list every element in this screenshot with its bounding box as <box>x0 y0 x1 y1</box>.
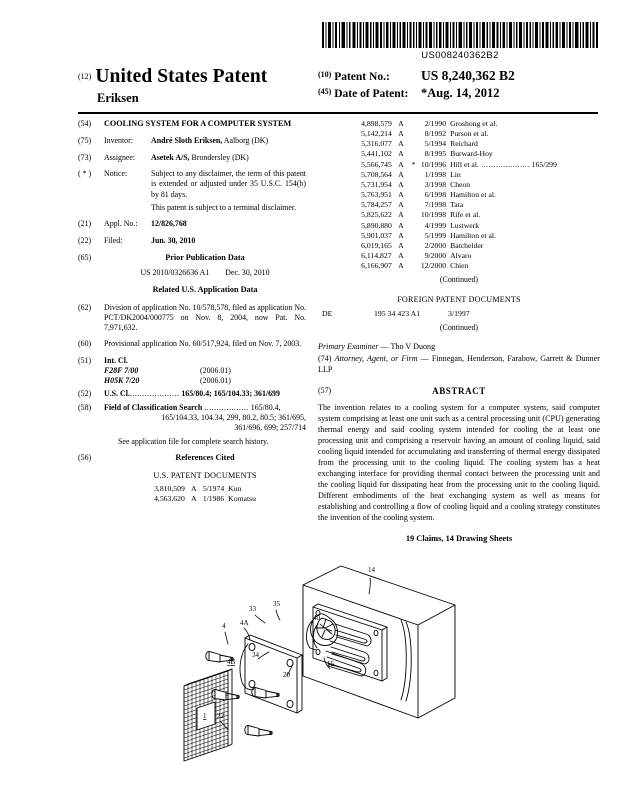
callout-22: 22 <box>217 712 224 720</box>
field-division-code: (62) <box>78 302 92 312</box>
field-notice-label: Notice: <box>104 169 128 179</box>
ref-date: 6/1998 <box>424 190 447 200</box>
field-title <box>78 119 306 130</box>
field-filed-code: (22) <box>78 235 92 245</box>
ref-kind: A <box>398 230 404 240</box>
ref-date: 2/2000 <box>424 240 447 250</box>
ref-star <box>408 231 419 241</box>
us-cl-dots: .................... <box>129 389 180 399</box>
field-assignee-label: Assignee: <box>104 152 136 162</box>
ref-number: 4,898,579 <box>361 119 392 128</box>
patent-header-left <box>78 66 318 106</box>
table-row <box>359 241 559 251</box>
ref-number: 5,763,951 <box>361 190 392 200</box>
int-cl-symbol: H05K 7/20 <box>104 376 140 386</box>
ref-number: 6,114,827 <box>361 251 392 261</box>
ref-number: 5,142,214 <box>361 129 392 139</box>
patent-number-label: $^{(10)}$ Patent No.: <box>318 70 390 83</box>
ref-name: Purson et al. <box>450 129 489 139</box>
table-row <box>359 139 559 149</box>
field-notice-text-2: This patent is subject to a terminal disclaimer. <box>151 202 297 212</box>
ref-name: Burward-Hoy <box>450 149 493 159</box>
exploded-assembly-drawing <box>170 558 460 798</box>
callout-1: 1 <box>203 712 207 720</box>
header-divider <box>78 112 598 114</box>
ref-date: 1/1998 <box>424 169 447 179</box>
field-division-text: Division of application No. 10/578,578, filed as application No. PCT/DK2004/000775 on Nov. 8, 2004, now Pat. No. 7,971,632. <box>104 302 306 332</box>
field-prior-pub <box>78 253 306 300</box>
table-row <box>359 190 559 200</box>
ref-name: Alvaro <box>450 251 472 261</box>
table-row <box>359 160 559 170</box>
field-filed-value: Jun. 30, 2010 <box>151 235 196 245</box>
primary-examiner-label: Primary Examiner <box>318 341 379 351</box>
abstract-title: ABSTRACT <box>432 385 486 396</box>
primary-examiner-name: — Tho V Duong <box>378 341 436 351</box>
ref-star: * <box>411 159 416 169</box>
table-row <box>152 484 258 494</box>
page-title: United States Patent <box>95 66 268 87</box>
field-classification-code: (58) <box>78 402 92 412</box>
ref-number: 5,316,077 <box>361 139 392 149</box>
patent-date-row <box>318 86 598 101</box>
classification-value-1: 165/80.4, <box>250 402 281 412</box>
prior-pub-heading: Prior Publication Data <box>165 252 245 262</box>
primary-examiner <box>318 342 600 353</box>
ref-kind: A <box>398 119 404 128</box>
field-appl-code: (21) <box>78 219 92 229</box>
ref-date: 5/1994 <box>424 139 447 149</box>
ref-kind: A <box>398 220 404 230</box>
prior-pub-date: Dec. 30, 2010 <box>225 268 270 278</box>
int-cl-row <box>104 376 306 386</box>
table-row <box>359 180 559 190</box>
callout-4: 4 <box>222 622 226 630</box>
ref-date: 10/1996 <box>420 159 447 169</box>
field-notice-code: ( * ) <box>78 169 92 179</box>
int-cl-symbol: F28F 7/00 <box>104 366 139 376</box>
ref-number: 6,019,165 <box>361 240 392 250</box>
ref-name: Hamilton et al. <box>450 190 496 200</box>
callout-20: 20 <box>283 671 290 679</box>
attorney-code: (74) <box>318 353 332 363</box>
callout-40: 40 <box>313 614 320 622</box>
patent-number-value: US 8,240,362 B2 <box>421 68 515 83</box>
ref-star <box>408 221 419 231</box>
prior-pub-number: US 2010/0326636 A1 <box>140 268 210 278</box>
claims-drawings-line: 19 Claims, 14 Drawing Sheets <box>405 534 513 544</box>
field-int-cl-code: (51) <box>78 356 92 366</box>
callout-33: 33 <box>249 605 256 613</box>
ref-name: Tata <box>450 200 464 210</box>
attorney-label: Attorney, Agent, or Firm <box>334 353 418 363</box>
callout-14: 14 <box>368 566 375 574</box>
table-row <box>359 149 559 159</box>
barcode-number: US008240362B2 <box>421 49 499 61</box>
ref-number: 5,566,745 <box>361 159 392 169</box>
prior-pub-line <box>104 268 306 278</box>
field-inventor-code: (75) <box>78 136 92 146</box>
ref-number: 5,731,954 <box>361 179 392 189</box>
us-cl-label: U.S. Cl. <box>104 389 130 399</box>
field-us-cl <box>78 389 306 399</box>
ref-date: 5/1974 <box>202 484 225 494</box>
field-prior-pub-code: (65) <box>78 252 92 262</box>
ref-kind: A <box>398 169 404 179</box>
field-us-cl-code: (52) <box>78 389 92 399</box>
ref-date: 8/1995 <box>424 149 447 159</box>
abstract-code: (57) <box>318 385 332 395</box>
ref-name: Hamilton et al. <box>450 230 496 240</box>
ref-kind: A <box>398 159 404 169</box>
us-patent-documents-heading: U.S. PATENT DOCUMENTS <box>153 470 257 480</box>
ref-number: 3,810,509 <box>154 484 185 494</box>
patent-header-right <box>318 68 598 103</box>
table-row <box>359 119 559 129</box>
int-cl-version: (2006.01) <box>200 366 231 376</box>
table-row <box>359 170 559 180</box>
ref-date: 7/1998 <box>424 200 447 210</box>
left-column <box>78 119 306 511</box>
classification-label: Field of Classification Search <box>104 402 203 412</box>
ref-kind: A <box>398 190 404 200</box>
inventor-surname: Eriksen <box>97 91 139 105</box>
ref-kind: A <box>398 149 404 159</box>
ref-star <box>408 180 419 190</box>
barcode-block <box>322 22 598 61</box>
patent-number-row <box>318 68 598 84</box>
patent-header <box>78 66 598 114</box>
field-inventor-value: André Sloth Eriksen, Aalborg (DK) <box>151 136 269 146</box>
field-title-code: (54) <box>78 119 92 128</box>
callout-4B: 4B <box>227 658 236 666</box>
int-cl-label: Int. Cl. <box>104 356 128 366</box>
ref-number: 5,890,880 <box>361 220 392 230</box>
field-filed-label: Filed: <box>104 235 123 245</box>
ref-name: Hill et al. .................... 165/299 <box>450 159 557 169</box>
ref-kind: A <box>398 240 404 250</box>
callout-34: 34 <box>252 651 259 659</box>
callout-15: 15 <box>327 660 334 668</box>
classification-value-2: 165/104.33, 104.34, 299, 80.2, 80.5; 361/695, <box>161 412 306 422</box>
field-assignee-code: (73) <box>78 152 92 162</box>
table-row <box>359 261 559 271</box>
ref-star <box>408 170 419 180</box>
field-inventor <box>78 136 306 146</box>
ref-kind: A <box>398 129 404 139</box>
ref-name: Reichard <box>450 139 478 149</box>
ref-date: 9/2000 <box>424 251 447 261</box>
ref-star <box>408 190 419 200</box>
ref-star <box>408 261 419 271</box>
us-patent-documents-table <box>152 484 258 504</box>
classification-dots: .................. <box>204 402 249 412</box>
field-assignee <box>78 153 306 163</box>
patent-date-value: *Aug. 14, 2012 <box>421 86 500 100</box>
field-int-cl <box>78 356 306 386</box>
table-row <box>359 129 559 139</box>
ref-name: Rife et al. <box>450 210 481 220</box>
field-classification-search <box>78 403 306 448</box>
callout-4A: 4A <box>240 619 249 627</box>
ref-date: 8/1992 <box>424 129 447 139</box>
ref-name: Chien <box>450 261 469 271</box>
patent-title-line <box>78 66 318 88</box>
foreign-country-code: DE <box>322 308 333 318</box>
table-row <box>359 251 559 261</box>
patent-date-label: $^{(45)}$ Date of Patent: <box>318 87 409 100</box>
field-assignee-value: Asetek A/S, Brondersley (DK) <box>151 152 249 162</box>
field-provisional-text: Provisional application No. 60/517,924, filed on Nov. 7, 2003. <box>104 339 302 349</box>
ref-name: Batchelder <box>450 240 484 250</box>
int-cl-row <box>104 366 306 376</box>
ref-kind: A <box>191 494 197 504</box>
ref-name: Cheon <box>450 179 471 189</box>
ref-date: 3/1998 <box>424 179 447 189</box>
foreign-patent-documents-heading: FOREIGN PATENT DOCUMENTS <box>397 295 521 305</box>
foreign-doc-date: 3/1997 <box>448 308 470 318</box>
field-division <box>78 303 306 333</box>
ref-star <box>408 210 419 220</box>
field-provisional <box>78 339 306 349</box>
ref-kind: A <box>398 200 404 210</box>
ref-number: 4,563,620 <box>154 494 185 504</box>
field-provisional-code: (60) <box>78 339 92 349</box>
table-row <box>152 494 258 504</box>
ref-star <box>408 129 419 139</box>
ref-date: 2/1990 <box>424 119 447 128</box>
ref-kind: A <box>398 210 404 220</box>
ref-number: 5,901,037 <box>361 230 392 240</box>
field-appl-value: 12/826,768 <box>151 219 187 229</box>
ref-number: 5,784,257 <box>361 200 392 210</box>
doc-kind-code: (12) <box>78 72 92 81</box>
table-row <box>318 309 600 319</box>
ref-date: 4/1999 <box>424 220 447 230</box>
ref-star <box>408 139 419 149</box>
abstract-text: The invention relates to a cooling system for a computer system, said computer system comprising at least one unit such as a central processing unit (CPU) generating thermal energy and said cooling system intended for cooling the at least one processing unit and comprising a reservoir having an amount of cooling liquid, said cooling liquid intended for accumulating and transferring of thermal energy dissipated from the processing unit to the cooling liquid. The cooling system has a heat exchanging interface for providing thermal contact between the processing unit and the cooling liquid for dissipating heat from the processing unit to the cooling liquid. Different embodiments of the heat exchanging system as well as means for establishing and controlling a flow of cooling liquid and a cooling strategy constitutes the invention of the cooling system. <box>318 403 600 523</box>
table-row <box>359 221 559 231</box>
ref-star <box>408 241 419 251</box>
field-references-cited <box>78 453 306 504</box>
ref-number: 5,441,102 <box>361 149 392 159</box>
ref-kind: A <box>398 251 404 261</box>
ref-star <box>408 119 419 129</box>
field-notice-terminal <box>78 203 306 213</box>
ref-name: Groshong et al. <box>450 119 498 128</box>
ref-number: 6,166,907 <box>361 261 392 271</box>
field-notice-text: Subject to any disclaimer, the term of this patent is extended or adjusted under 35 U.S.C. 154(b) by 81 days. <box>151 169 306 199</box>
barcode-icon <box>322 22 598 48</box>
related-app-heading: Related U.S. Application Data <box>152 285 258 295</box>
ref-kind: A <box>398 261 404 271</box>
references-code: (56) <box>78 453 92 463</box>
field-notice <box>78 169 306 199</box>
field-appl-no <box>78 219 306 229</box>
ref-star <box>408 251 419 261</box>
int-cl-version: (2006.01) <box>200 376 231 386</box>
ref-kind: A <box>398 179 404 189</box>
ref-name: Lustwerk <box>450 220 480 230</box>
ref-star <box>408 200 419 210</box>
abstract-heading <box>318 386 600 398</box>
field-inventor-label: Inventor: <box>104 136 133 146</box>
ref-date: 12/2000 <box>420 261 447 271</box>
foreign-doc-number: 195 34 423 A1 <box>374 308 421 318</box>
see-application-file: See application file for complete search history. <box>118 436 269 446</box>
attorney-firm <box>318 354 600 376</box>
ref-date: 10/1998 <box>420 210 447 220</box>
invention-title: COOLING SYSTEM FOR A COMPUTER SYSTEM <box>104 119 292 128</box>
callout-35: 35 <box>273 600 280 608</box>
right-column <box>318 119 600 545</box>
ref-name: Lin <box>450 169 461 179</box>
table-row <box>359 210 559 220</box>
ref-number: 5,825,622 <box>361 210 392 220</box>
continued-label-foreign: (Continued) <box>439 322 479 332</box>
classification-value-3: 361/696, 699; 257/714 <box>234 423 306 433</box>
table-row <box>359 231 559 241</box>
ref-date: 5/1999 <box>424 230 447 240</box>
attorney-name: — Finnegan, Henderson, Farabow, Garrett & Dunner LLP <box>318 353 600 374</box>
table-row <box>359 200 559 210</box>
references-cited-heading: References Cited <box>175 453 235 463</box>
field-filed <box>78 236 306 246</box>
continued-label-us: (Continued) <box>439 275 479 285</box>
ref-number: 5,708,564 <box>361 169 392 179</box>
patent-figure <box>170 558 460 798</box>
us-cl-value: 165/80.4; 165/104.33; 361/699 <box>181 389 280 399</box>
us-patent-documents-table-continued <box>359 119 559 271</box>
ref-name: Kun <box>228 484 242 494</box>
ref-star <box>408 149 419 159</box>
field-appl-label: Appl. No.: <box>104 219 138 229</box>
ref-name: Komatsu <box>228 494 256 504</box>
ref-kind: A <box>398 139 404 149</box>
ref-kind: A <box>191 484 197 494</box>
ref-date: 1/1986 <box>202 494 225 504</box>
